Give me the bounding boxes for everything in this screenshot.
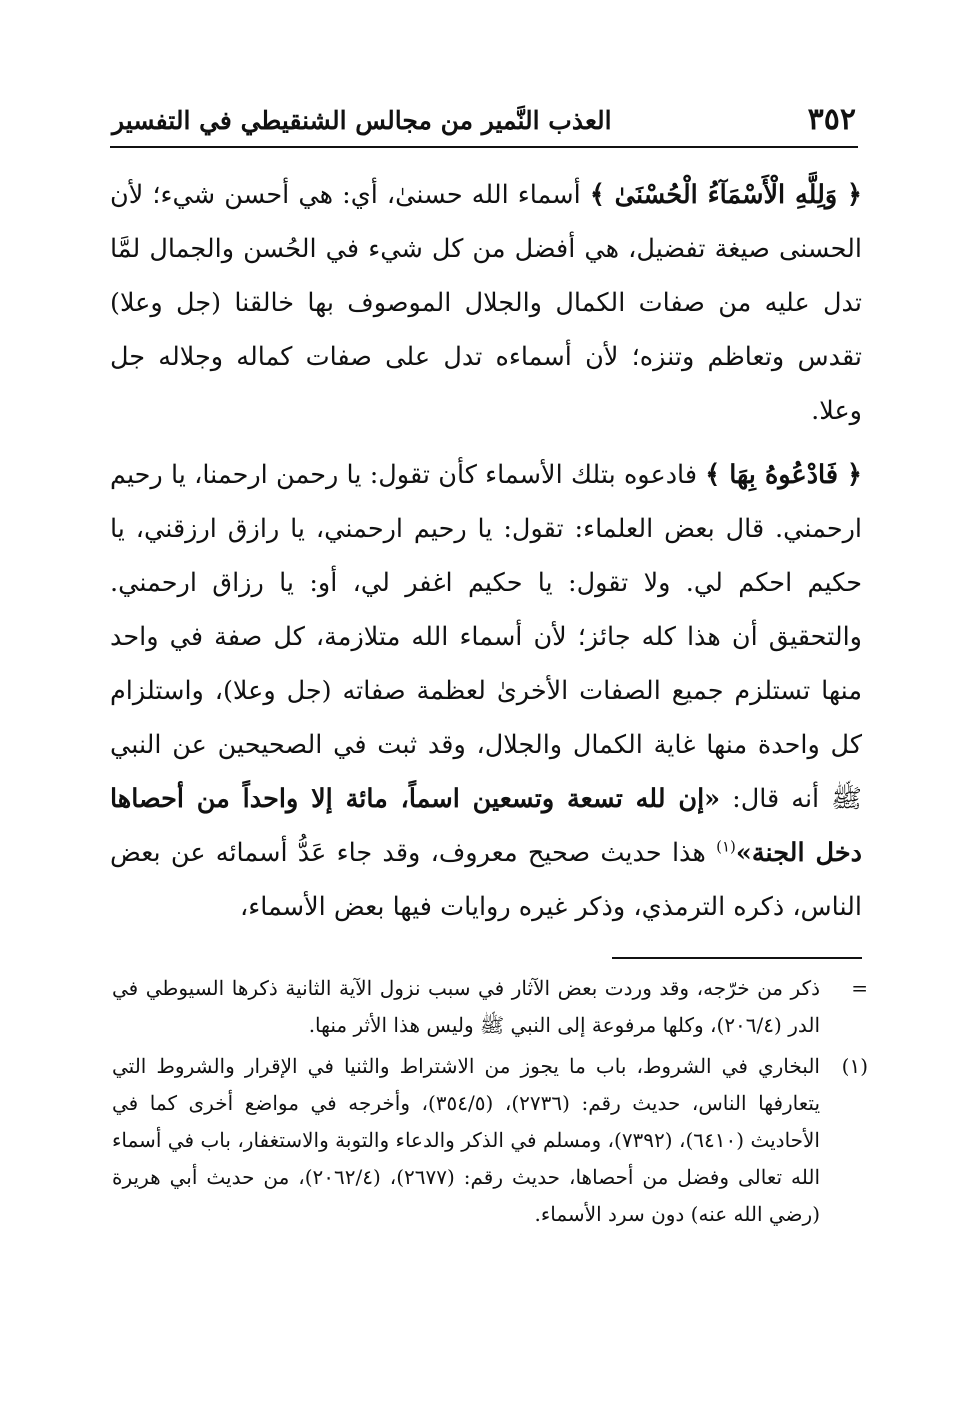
main-text — [110, 168, 862, 934]
hadith-quote: «إن لله تسعة وتسعين اسماً، مائة إلا واحداً من أحصاها دخل الجنة» — [110, 784, 862, 868]
footnote-mark: (١) — [841, 1054, 868, 1078]
footnote-text: ذكر من خرّجه، وقد وردت بعض الآثار في سبب نزول الآية الثانية ذكرها السيوطي في الدر (٢٠٦/٤)، وكلها مرفوعة إلى النبي ﷺ وليس هذا الأثر منها. — [112, 976, 820, 1037]
footnotes — [112, 970, 868, 1233]
running-header — [110, 100, 858, 148]
paragraph-2 — [110, 448, 862, 934]
book-title: العذب النَّمير من مجالس الشنقيطي في التفسير — [112, 106, 612, 135]
paragraph-text: أسماء الله حسنىٰ، أي: هي أحسن شيء؛ لأن الحسنى صيغة تفضيل، هي أفضل من كل شيء في الحُسن والجمال لمَّا تدل عليه من صفات الكمال والجلال الموصوف بها خالقنا (جل وعلا) تقدس وتعاظم وتنزه؛ لأن أسماءه تدل على صفات كماله وجلاله جل وعلا. — [110, 180, 862, 426]
footnote-reference: (١) — [716, 837, 736, 856]
footnote-mark: = — [851, 976, 868, 1000]
page-number: ٣٥٢ — [807, 102, 856, 137]
footnote-continued — [112, 970, 868, 1044]
paragraph-1 — [110, 168, 862, 438]
footnote-1 — [112, 1048, 868, 1233]
footnote-separator — [612, 957, 862, 959]
paragraph-text: فادعوه بتلك الأسماء كأن تقول: يا رحمن ارحمنا، يا رحيم ارحمني. قال بعض العلماء: تقول: يا رحيم ارحمني، يا رازق ارزقني، يا حكيم احكم لي. ولا تقول: يا حكيم اغفر لي، أو: يا رزاق ارحمني. والتحقيق أن هذا كله جائز؛ لأن أسماء الله متلازمة، كل صفة في واحد منها تستلزم جميع الصفات الأخرىٰ لعظمة صفاته (جل وعلا)، واستلزام كل واحدة منها غاية الكمال والجلال، وقد ثبت في الصحيحين عن النبي ﷺ أنه قال: — [110, 460, 862, 814]
quran-verse: ﴿ فَادْعُوهُ بِهَا ﴾ — [705, 460, 862, 490]
footnote-text: البخاري في الشروط، باب ما يجوز من الاشتراط والثنيا في الإقرار والشروط التي يتعارفها الناس، حديث رقم: (٢٧٣٦)، (٣٥٤/٥)، وأخرجه في مواضع أخرى كما في الأحاديث (٦٤١٠)، (٧٣٩٢)، ومسلم في الذكر والدعاء والتوبة والاستغفار، باب في أسماء الله تعالى وفضل من أحصاها، حديث رقم: (٢٦٧٧)، (٢٠٦٢/٤)، من حديث أبي هريرة (رضي الله عنه) دون سرد الأسماء. — [112, 1054, 821, 1226]
quran-verse: ﴿ وَلِلَّهِ الْأَسْمَآءُ الْحُسْنَىٰ ﴾ — [589, 180, 862, 210]
paragraph-text-continued: هذا حديث صحيح معروف، وقد جاء عَدُّ أسمائه عن بعض الناس، ذكره الترمذي، وذكر غيره روايات فيها بعض الأسماء، — [110, 838, 862, 922]
